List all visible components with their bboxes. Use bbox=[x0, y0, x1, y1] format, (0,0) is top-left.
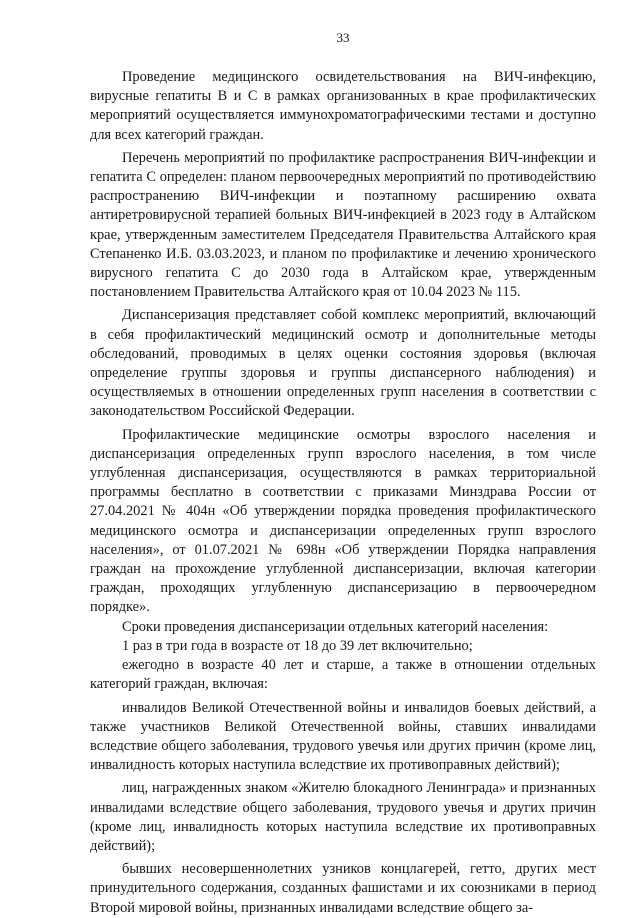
paragraph-dispensary-definition: Диспансеризация представляет собой комплекс мероприятий, включающий в себя профилактический медицинский осмотр и дополнительные методы обследований, проводимых в целях оценки состояния здоровья (включая определение группы здоровья и группы диспансерного наблюдения) и осуществляемых в отношении определенных групп населения в соответствии с законодательством Российской Федерации. bbox=[90, 307, 596, 420]
paragraph-leningrad-siege: лиц, награжденных знаком «Жителю блокадного Ленинграда» и признанных инвалидами вследствие общего заболевания, трудового увечья и других причин (кроме лиц, инвалидность которых наступила вследствие их противоправных действий); bbox=[90, 780, 596, 854]
document-body bbox=[90, 68, 596, 918]
page-number: 33 bbox=[336, 30, 350, 45]
paragraph-war-invalids: инвалидов Великой Отечественной войны и инвалидов боевых действий, а также участников Великой Отечественной войны, ставших инвалидами вследствие общего заболевания, трудового увечья или других причин (кроме лиц, инвалидность которых наступила вследствие их противоправных действий); bbox=[90, 699, 596, 774]
paragraph-schedule-40-plus: ежегодно в возрасте 40 лет и старше, а также в отношении отдельных категорий граждан, включая: bbox=[90, 657, 596, 693]
paragraph-preventive-exams: Профилактические медицинские осмотры взрослого населения и диспансеризация определенных групп взрослого населения, в том числе углубленная диспансеризация, осуществляются в рамках территориальной программы бесплатно в соответствии с приказами Минздрава России от 27.04.2021 № 404н «Об утверждении порядка проведения профилактического медицинского осмотра и диспансеризации определенных групп взрослого населения», от 01.07.2021 № 698н «Об утверждении Порядка направления граждан на прохождение углубленной диспансеризации, включая категории граждан, проходящих углубленную диспансеризацию в первоочередном порядке». bbox=[90, 426, 596, 616]
paragraph-schedule-intro: Сроки проведения диспансеризации отдельных категорий населения: bbox=[122, 618, 549, 635]
paragraph-hiv-screening: Проведение медицинского освидетельствования на ВИЧ-инфекцию, вирусные гепатиты В и С в рамках организованных в крае профилактических мероприятий осуществляется иммунохроматографическими тестами и доступно для всех категорий граждан. bbox=[90, 69, 596, 143]
paragraph-concentration-camp-prisoners: бывших несовершеннолетних узников концлагерей, гетто, других мест принудительного содержания, созданных фашистами и их союзниками в период Второй мировой войны, признанных инвалидами вследствие общего за- bbox=[90, 861, 596, 916]
paragraph-schedule-18-39: 1 раз в три года в возрасте от 18 до 39 лет включительно; bbox=[122, 637, 473, 654]
paragraph-prevention-plan: Перечень мероприятий по профилактике распространения ВИЧ-инфекции и гепатита С определен: планом первоочередных мероприятий по противодействию распространению ВИЧ-инфекции и поэтапному расширению охвата антиретровирусной терапией больных ВИЧ-инфекцией в 2023 году в Алтайском крае, утвержденным заместителем Председателя Правительства Алтайского края Степаненко И.Б. 03.03.2023, и планом по профилактике и лечению хронического вирусного гепатита С до 2030 года в Алтайском крае, утвержденным постановлением Правительства Алтайского края от 10.04 2023 № 115. bbox=[90, 149, 596, 301]
